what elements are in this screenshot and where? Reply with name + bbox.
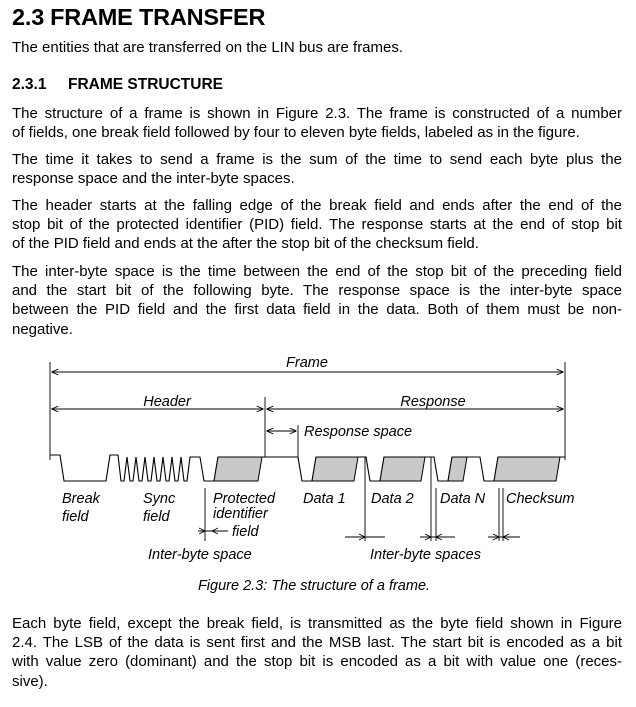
pid-label-3: field [232, 524, 259, 540]
checksum-byte [494, 457, 560, 481]
paragraph-line: between the PID field and the first data field in the data. Both of them must be non- [12, 301, 622, 319]
data1-label: Data 1 [303, 491, 346, 507]
paragraph-line: Each byte field, except the break field, is transmitted as the byte field shown in Figure [12, 615, 622, 632]
frame-structure-figure [0, 345, 636, 595]
section-title: FRAME TRANSFER [50, 4, 266, 30]
interbyte-space-label: Inter-byte space [148, 547, 252, 563]
paragraph-4 [12, 262, 622, 339]
figure-caption: Figure 2.3: The structure of a frame. [197, 578, 431, 594]
header-label: Header [143, 394, 191, 410]
break-label-1: Break [62, 491, 100, 507]
data2-byte [380, 457, 425, 481]
intro-text: The entities that are transferred on the LIN bus are frames. [12, 39, 404, 56]
paragraph-line: The time it takes to send a frame is the sum of the time to send each byte plus the [12, 151, 622, 168]
sync-label-1: Sync [143, 491, 176, 507]
section-number: 2.3 [12, 4, 45, 30]
paragraph-line: stop bit of the protected identifier (PID) field. The response starts at the end of stop bit [12, 216, 622, 234]
paragraph-1 [12, 104, 622, 142]
checksum-label: Checksum [506, 491, 575, 507]
data2-label: Data 2 [371, 491, 414, 507]
byte-fields [214, 457, 560, 481]
pid-label-2: identifier [213, 506, 268, 522]
subsection-title: FRAME STRUCTURE [68, 76, 223, 93]
paragraph-line: and the start bit of the following byte. The response space is the inter-byte space [12, 282, 622, 300]
paragraph-line: sive). [12, 672, 48, 690]
frame-label: Frame [286, 355, 328, 371]
paragraph-2 [12, 150, 622, 188]
section-heading [12, 4, 265, 31]
closing-paragraph [12, 614, 622, 691]
data1-byte [312, 457, 358, 481]
paragraph-line: 2.4. The LSB of the data is sent first and the MSB last. The start bit is encoded as a bit [12, 634, 622, 652]
datan-label: Data N [440, 491, 486, 507]
interbyte-spaces-label: Inter-byte spaces [370, 547, 481, 563]
paragraph-line: The inter-byte space is the time between the end of the stop bit of the preceding field [12, 263, 622, 280]
paragraph-line: of the PID field and ends at the after the stop bit of the checksum field. [12, 235, 479, 253]
paragraph-3 [12, 196, 622, 254]
subsection-number: 2.3.1 [12, 76, 47, 93]
paragraph-line: The header starts at the falling edge of the break field and ends after the end of the [12, 197, 622, 214]
paragraph-line: with value zero (dominant) and the stop bit is encoded as a bit with value one (reces- [12, 653, 622, 671]
pid-byte [214, 457, 262, 481]
response-space-label: Response space [304, 424, 413, 440]
paragraph-line: negative. [12, 320, 73, 338]
paragraph-line: of fields, one break field followed by four to eleven byte fields, labeled as in the figure. [12, 124, 580, 142]
paragraph-line: The structure of a frame is shown in Figure 2.3. The frame is constructed of a number [12, 105, 622, 122]
intro-paragraph [12, 38, 622, 57]
response-label: Response [400, 394, 466, 410]
sync-label-2: field [143, 509, 170, 525]
extension-lines [50, 362, 565, 460]
frame-diagram [0, 345, 636, 595]
pid-label-1: Protected [213, 491, 276, 507]
bus-waveform [50, 455, 565, 481]
break-label-2: field [62, 509, 89, 525]
paragraph-line: response space and the inter-byte spaces. [12, 170, 295, 188]
subsection-heading [12, 76, 223, 94]
